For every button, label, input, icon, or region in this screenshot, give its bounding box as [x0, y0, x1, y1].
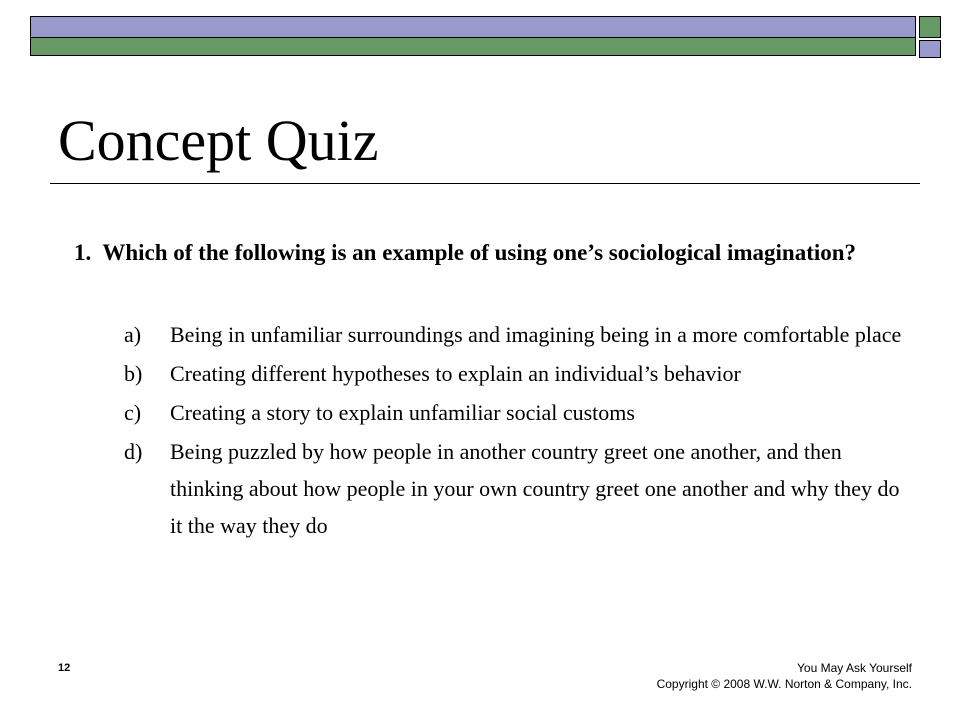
option-letter: c)	[124, 400, 142, 425]
header-square-green	[919, 16, 941, 38]
option-letter: b)	[124, 361, 143, 386]
copyright-notice: Copyright © 2008 W.W. Norton & Company, Inc.	[656, 677, 912, 691]
option-text: Being in unfamiliar surroundings and imagining being in a more comfortable place	[170, 322, 902, 347]
answer-option-b	[124, 355, 904, 392]
option-text: Creating different hypotheses to explain an individual’s behavior	[170, 361, 741, 386]
answer-options	[124, 316, 904, 546]
title-divider	[50, 183, 920, 184]
header-square-purple	[919, 40, 941, 58]
answer-option-a	[124, 316, 904, 353]
footer-credit	[657, 660, 912, 692]
header-bar-purple	[30, 16, 916, 38]
option-letter: d)	[124, 439, 143, 464]
option-text: Creating a story to explain unfamiliar social customs	[170, 400, 635, 425]
question-number: 1.	[74, 240, 92, 265]
answer-option-d	[124, 433, 904, 544]
question	[74, 236, 894, 270]
question-text	[74, 236, 894, 270]
answer-option-c	[124, 394, 904, 431]
question-body: Which of the following is an example of using one’s sociological imagination?	[102, 240, 857, 265]
book-title: You May Ask Yourself	[797, 661, 912, 675]
slide-title: Concept Quiz	[58, 108, 379, 173]
page-number: 12	[58, 662, 71, 674]
option-letter: a)	[124, 322, 142, 347]
header-bar-green	[30, 38, 916, 56]
option-text: Being puzzled by how people in another country greet one another, and then thinking about how people in your own country greet one another and why they do it the way they do	[170, 439, 900, 538]
